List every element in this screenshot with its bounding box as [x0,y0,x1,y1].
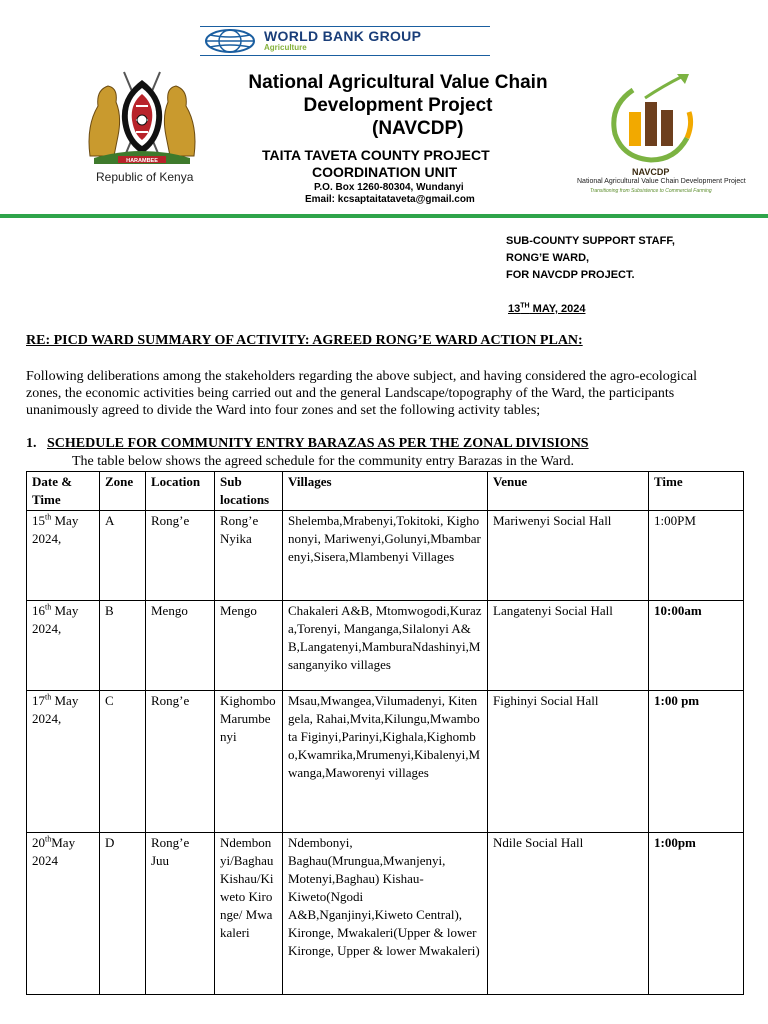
county-unit-title: TAITA TAVETA COUNTY PROJECT [262,147,490,163]
header-divider [0,214,768,218]
date-day: 13 [508,303,521,315]
subject-line: RE: PICD WARD SUMMARY OF ACTIVITY: AGREED RONG’E WARD ACTION PLAN: [26,333,583,348]
world-bank-sub: Agriculture [264,43,307,52]
cell-location: Rong’e [146,511,215,601]
email-address: Email: kcsaptaitataveta@gmail.com [305,194,475,205]
table-row [27,833,744,995]
cell-location: Rong’e Juu [146,833,215,995]
cell-venue: Langatenyi Social Hall [488,601,649,691]
date-month-year: MAY, 2024 [529,303,586,315]
cell-time: 1:00PM [649,511,744,601]
project-title: National Agricultural Value Chain Development Project [248,72,548,116]
cell-villages: Chakaleri A&B, Mtomwogodi,Kuraza,Torenyi, Manganga,Silalonyi A&B,Langatenyi,MamburaNdashinyi,Msanganyiko villages [283,601,488,691]
cell-date: 16th May 2024, [27,601,100,691]
coordination-unit-title: COORDINATION UNIT [312,164,458,180]
header-date-time: Date & Time [27,472,100,511]
postal-address: P.O. Box 1260-80304, Wundanyi [314,182,464,193]
cell-location: Rong’e [146,691,215,833]
addressee-line-1: SUB-COUNTY SUPPORT STAFF, [506,235,675,247]
table-row [27,691,744,833]
section-1-subtitle: The table below shows the agreed schedule for the community entry Barazas in the Ward. [72,454,575,469]
cell-date: 15th May 2024, [27,511,100,601]
header-time: Time [649,472,744,511]
section-1-heading [26,436,589,452]
kenya-coat-of-arms-icon [84,66,200,168]
navcdp-logo-icon [605,72,695,164]
intro-paragraph: Following deliberations among the stakeholders regarding the above subject, and having considered the agro-ecological zones, the economic activities being carried out and the general Landscape/topography of the Ward, the participants unanimously agreed to divide the Ward into four zones and set the following activity tables; [26,369,698,418]
world-bank-name: WORLD BANK GROUP [264,28,422,44]
cell-villages: Ndembonyi, Baghau(Mrungua,Mwanjenyi, Motenyi,Baghau) Kishau-Kiweto(Ngodi A&B,Nganjinyi,Kiweto Central), Kironge, Mwakaleri(Upper & lower Kironge, Upper & lower Mwakaleri) [283,833,488,995]
cell-zone: A [100,511,146,601]
kenya-caption: Republic of Kenya [96,170,194,184]
cell-sub-location: Ndembonyi/Baghau Kishau/Kiweto Kironge/ Mwakaleri [215,833,283,995]
cell-villages: Shelemba,Mrabenyi,Tokitoki, Kighononyi, Mariwenyi,Golunyi,Mbambarenyi,Sisera,Mlambenyi Villages [283,511,488,601]
date-suffix: TH [520,302,530,310]
cell-location: Mengo [146,601,215,691]
addressee-block [506,233,675,284]
table-row [27,601,744,691]
header-villages: Villages [283,472,488,511]
section-number: 1. [26,436,37,451]
cell-sub-location: Mengo [215,601,283,691]
kenya-motto: HARAMBEE [126,158,158,164]
table-row [27,511,744,601]
navcdp-logo-tagline: Transitioning from Subsistence to Commercial Farming [590,188,712,194]
cell-date: 17th May 2024, [27,691,100,833]
cell-venue: Ndile Social Hall [488,833,649,995]
header-zone: Zone [100,472,146,511]
section-title: SCHEDULE FOR COMMUNITY ENTRY BARAZAS AS PER THE ZONAL DIVISIONS [47,436,589,451]
addressee-line-2: RONG’E WARD, [506,252,590,264]
table-header-row [27,472,744,511]
cell-time: 1:00 pm [649,691,744,833]
cell-time: 1:00pm [649,833,744,995]
cell-sub-location: Kighombo Marumbenyi [215,691,283,833]
cell-zone: C [100,691,146,833]
cell-zone: D [100,833,146,995]
navcdp-logo-name: NAVCDP [632,167,670,177]
addressee-line-3: FOR NAVCDP PROJECT. [506,269,635,281]
navcdp-logo-full-name: National Agricultural Value Chain Development Project [577,178,746,185]
cell-time: 10:00am [649,601,744,691]
barazas-schedule-table [26,471,744,995]
cell-venue: Mariwenyi Social Hall [488,511,649,601]
header-sub-locations: Sub locations [215,472,283,511]
letter-date [508,303,585,315]
header-venue: Venue [488,472,649,511]
cell-villages: Msau,Mwangea,Vilumadenyi, Kitengela, Rahai,Mvita,Kilungu,Mwambota Figinyi,Parinyi,Kighala,Kighombo,Kwamrika,Mrumenyi,Kibalenyi,Mwanga,Maworenyi villages [283,691,488,833]
cell-venue: Fighinyi Social Hall [488,691,649,833]
cell-zone: B [100,601,146,691]
world-bank-globe-icon [204,29,256,53]
cell-date: 20thMay 2024 [27,833,100,995]
project-abbr: (NAVCDP) [372,118,464,139]
world-bank-logo [200,26,490,56]
header-location: Location [146,472,215,511]
cell-sub-location: Rong’e Nyika [215,511,283,601]
